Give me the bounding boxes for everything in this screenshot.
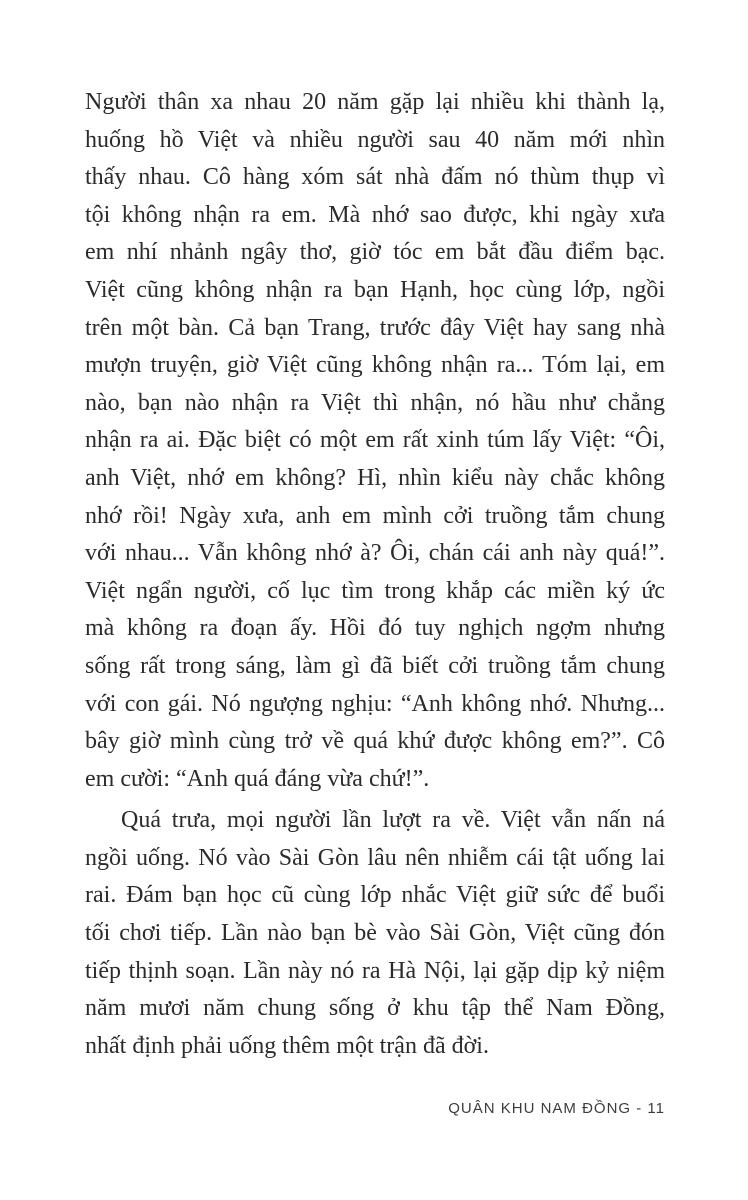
text-line: nhận ra ai. Đặc biệt có một em rất xinh túm lấy Việt: “Ôi,: [85, 427, 665, 454]
text-line: Việt cũng không nhận ra bạn Hạnh, học cùng lớp, ngồi: [85, 276, 665, 303]
text-line: năm mươi năm chung sống ở khu tập thể Nam Đồng,: [85, 995, 665, 1022]
text-line: mượn truyện, giờ Việt cũng không nhận ra... Tóm lại, em: [85, 352, 665, 379]
text-line: với nhau... Vẫn không nhớ à? Ôi, chán cái anh này quá!”.: [85, 540, 665, 567]
page-number: 11: [647, 1100, 665, 1117]
text-line: mà không ra đoạn ấy. Hồi đó tuy nghịch ngợm nhưng: [85, 615, 665, 642]
text-line: với con gái. Nó ngượng nghịu: “Anh không nhớ. Nhưng...: [85, 690, 665, 717]
text-line: thấy nhau. Cô hàng xóm sát nhà đấm nó thùm thụp vì: [85, 164, 665, 191]
text-line: em nhí nhảnh ngây thơ, giờ tóc em bắt đầu điểm bạc.: [85, 239, 665, 266]
text-line: tội không nhận ra em. Mà nhớ sao được, khi ngày xưa: [85, 201, 665, 228]
text-line: tiếp thịnh soạn. Lần này nó ra Hà Nội, lại gặp dịp kỷ niệm: [85, 957, 665, 984]
text-line: tối chơi tiếp. Lần nào bạn bè vào Sài Gòn, Việt cũng đón: [85, 920, 665, 947]
text-line: nào, bạn nào nhận ra Việt thì nhận, nó hầu như chẳng: [85, 389, 665, 416]
running-title: QUÂN KHU NAM ĐỒNG: [448, 1100, 632, 1117]
text-line: trên một bàn. Cả bạn Trang, trước đây Việt hay sang nhà: [85, 314, 665, 341]
text-line: ngồi uống. Nó vào Sài Gòn lâu nên nhiễm cái tật uống lai: [85, 844, 665, 871]
text-line: huống hồ Việt và nhiều người sau 40 năm mới nhìn: [85, 126, 665, 153]
paragraph-1: [85, 84, 665, 798]
text-line: Quá trưa, mọi người lần lượt ra về. Việt vẫn nấn ná: [121, 807, 665, 834]
text-line: rai. Đám bạn học cũ cùng lớp nhắc Việt giữ sức để buổi: [85, 882, 665, 909]
text-line: em cười: “Anh quá đáng vừa chứ!”.: [85, 765, 430, 792]
text-line: nhớ rồi! Ngày xưa, anh em mình cởi truồng tắm chung: [85, 502, 665, 529]
page-footer: [448, 1100, 665, 1117]
text-line: bây giờ mình cùng trở về quá khứ được không em?”. Cô: [85, 728, 665, 755]
paragraph-2: [85, 802, 665, 1065]
text-line: nhất định phải uống thêm một trận đã đời.: [85, 1032, 489, 1059]
text-line: anh Việt, nhớ em không? Hì, nhìn kiểu này chắc không: [85, 464, 665, 491]
body-text: [85, 84, 665, 1065]
footer-separator: -: [631, 1100, 648, 1117]
text-line: sống rất trong sáng, làm gì đã biết cởi truồng tắm chung: [85, 652, 665, 679]
text-line: Người thân xa nhau 20 năm gặp lại nhiều khi thành lạ,: [85, 89, 665, 115]
text-line: Việt ngẩn người, cố lục tìm trong khắp các miền ký ức: [85, 577, 665, 604]
